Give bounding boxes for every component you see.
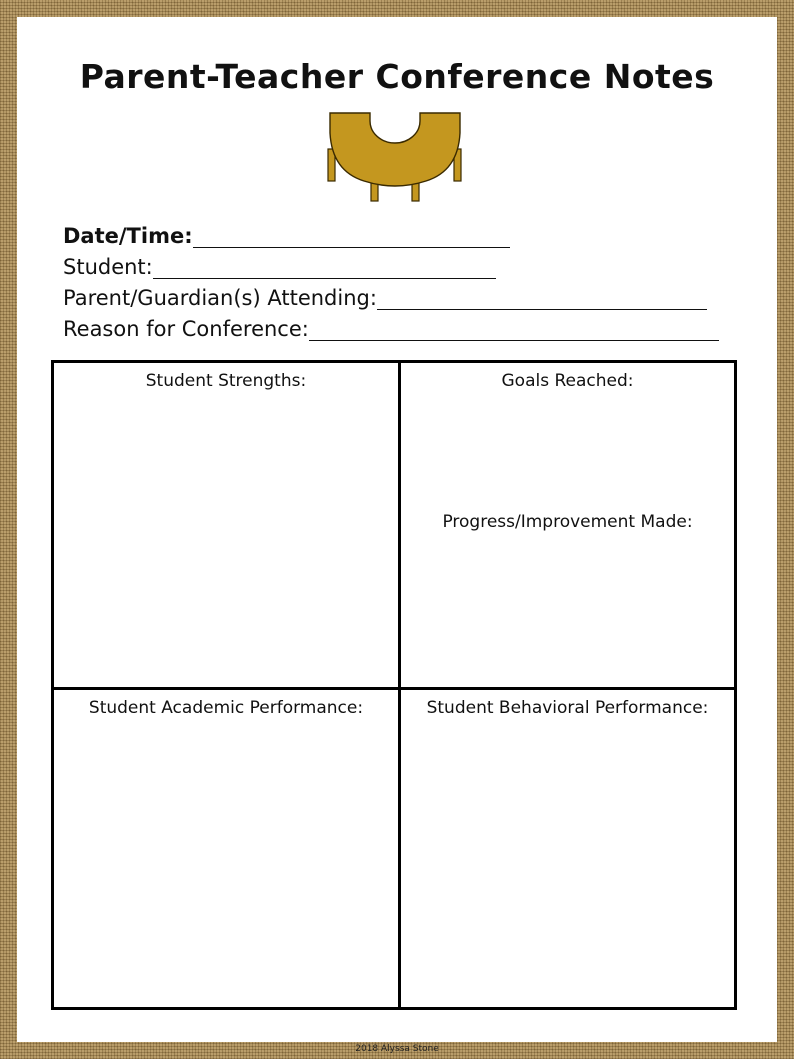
academic-performance-label: Student Academic Performance: [88, 698, 364, 718]
goals-progress-box[interactable] [401, 363, 734, 687]
notes-grid [51, 360, 737, 1010]
page-title: Parent-Teacher Conference Notes [79, 57, 715, 96]
student-field[interactable] [63, 252, 719, 283]
parent-guardian-label: Parent/Guardian(s) Attending: [63, 286, 377, 310]
student-label: Student: [63, 255, 153, 279]
worksheet-page [17, 17, 777, 1042]
header-fields [63, 221, 719, 345]
reason-line[interactable] [309, 318, 719, 341]
student-line[interactable] [153, 256, 496, 279]
date-time-line[interactable] [193, 225, 510, 248]
progress-improvement-label: Progress/Improvement Made: [442, 512, 693, 532]
parent-guardian-line[interactable] [377, 287, 707, 310]
academic-performance-box[interactable] [54, 690, 398, 1007]
behavioral-performance-box[interactable] [401, 690, 734, 1007]
copyright-footer: 2018 Alyssa Stone [355, 1044, 439, 1054]
date-time-field[interactable] [63, 221, 719, 252]
conference-table-icon [326, 111, 464, 203]
date-time-label: Date/Time: [63, 224, 193, 248]
student-strengths-label: Student Strengths: [145, 371, 307, 391]
goals-reached-label: Goals Reached: [501, 371, 634, 391]
behavioral-performance-label: Student Behavioral Performance: [426, 698, 709, 718]
parent-guardian-field[interactable] [63, 283, 719, 314]
student-strengths-box[interactable] [54, 363, 398, 687]
reason-label: Reason for Conference: [63, 317, 309, 341]
reason-field[interactable] [63, 314, 719, 345]
